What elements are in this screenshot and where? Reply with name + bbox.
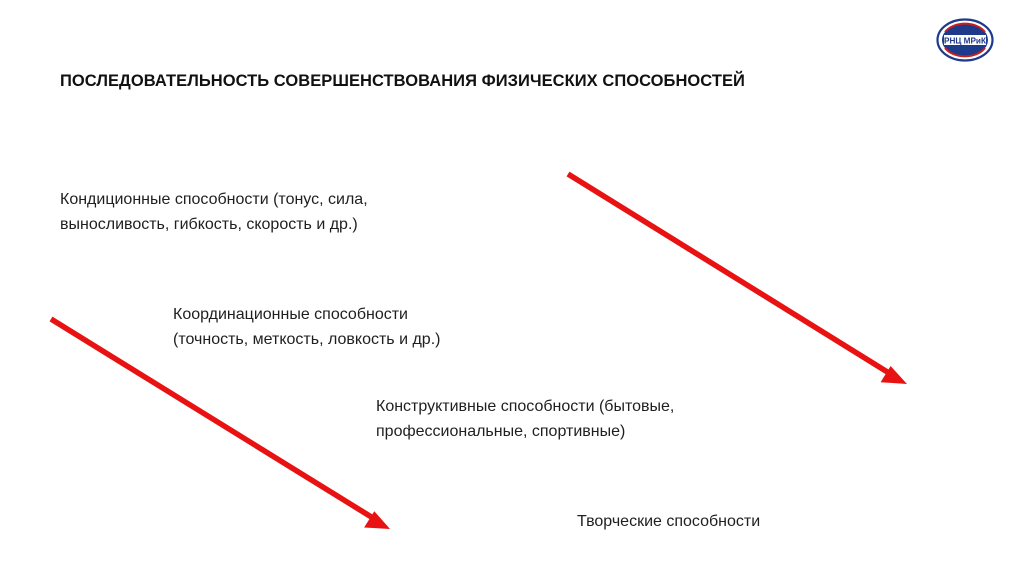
arrow-right-down-icon — [51, 319, 390, 529]
item-line: Творческие способности — [577, 513, 761, 530]
item-line: Конструктивные способности (бытовые, — [376, 398, 675, 415]
item-line: Координационные способности — [173, 306, 408, 323]
item-line: выносливость, гибкость, скорость и др.) — [60, 216, 358, 233]
item-line: профессиональные, спортивные) — [376, 423, 626, 440]
item-line: (точность, меткость, ловкость и др.) — [173, 331, 441, 348]
arrow-right-down-icon — [568, 174, 907, 384]
item-line: Кондиционные способности (тонус, сила, — [60, 191, 368, 208]
page-title: ПОСЛЕДОВАТЕЛЬНОСТЬ СОВЕРШЕНСТВОВАНИЯ ФИЗИЧЕСКИХ СПОСОБНОСТЕЙ — [60, 72, 745, 90]
logo-text: РНЦ МРиК — [944, 36, 986, 46]
